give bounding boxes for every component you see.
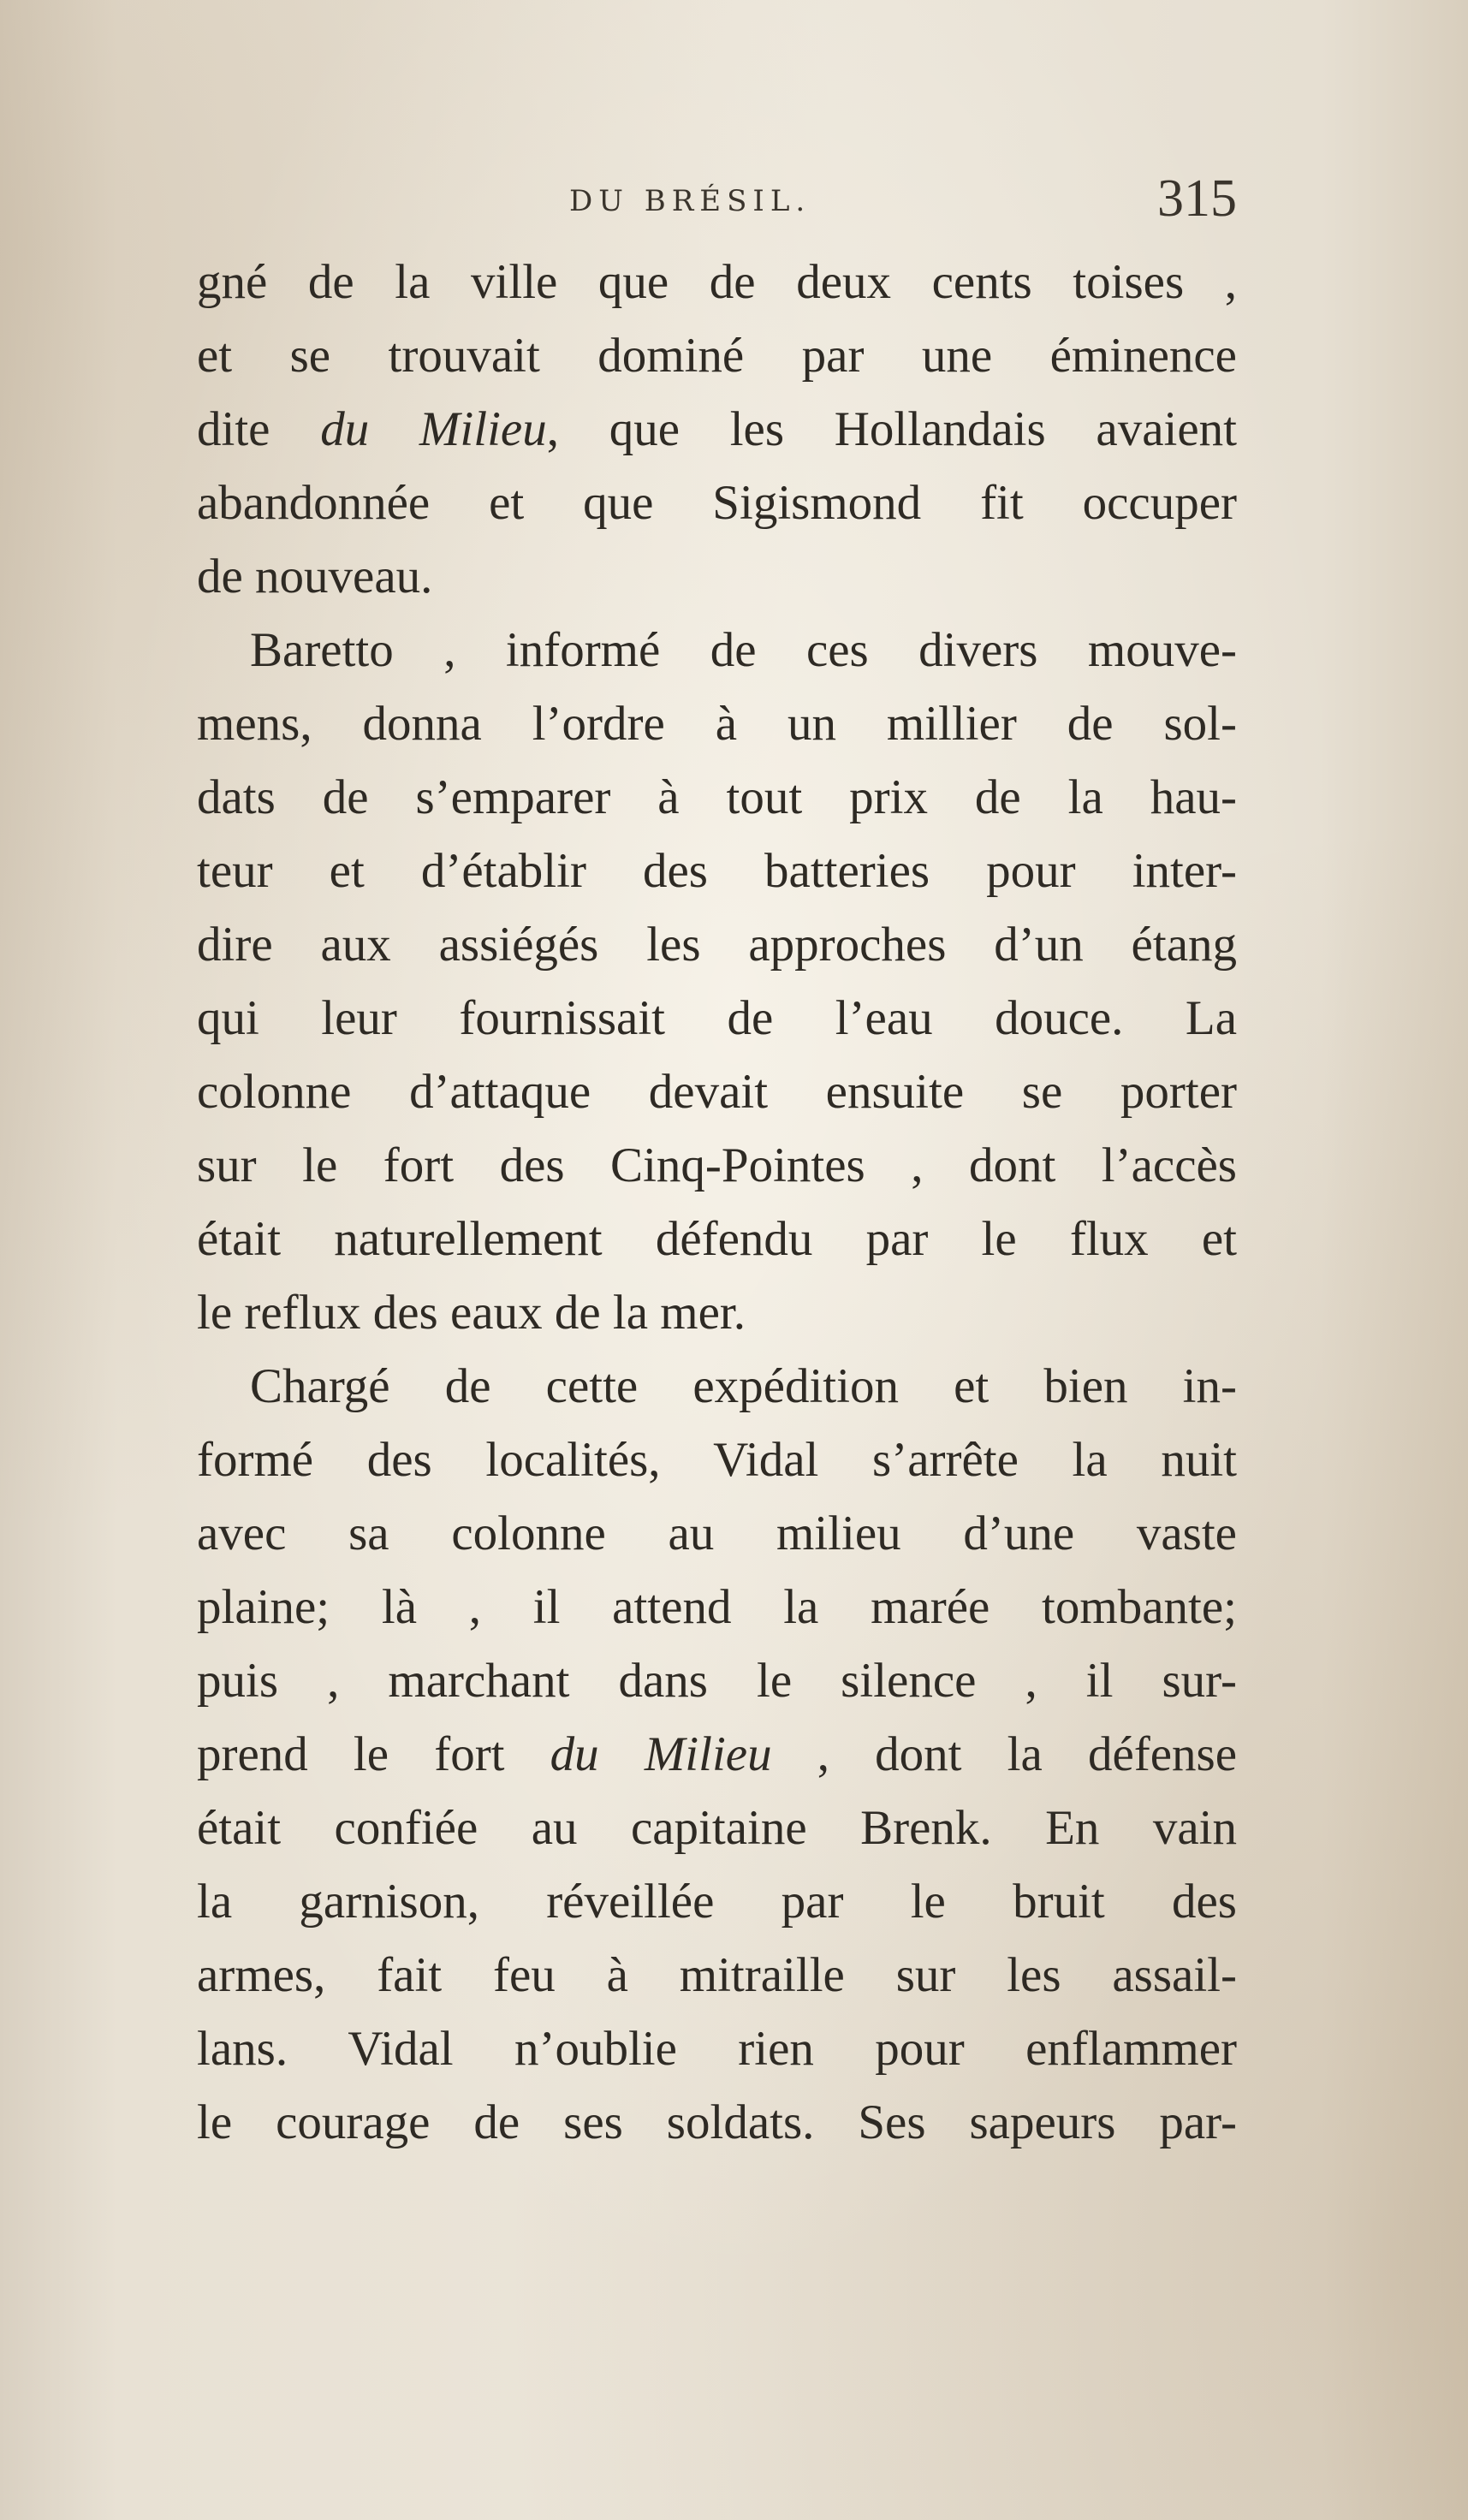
text-line-16: Chargé de cette expédition et bien in- <box>250 1359 1237 1413</box>
text-line-22: était confiée au capitaine Brenk. En vain <box>197 1801 1237 1855</box>
page-header <box>197 169 1237 235</box>
text-line-2: et se trouvait dominé par une éminence <box>197 329 1237 383</box>
text-line-4: abandonnée et que Sigismond fit occuper <box>197 476 1237 530</box>
text-line-21: prend le fort du Milieu , dont la défense <box>197 1727 1237 1781</box>
text-line-14: était naturellement défendu par le flux et <box>197 1212 1237 1266</box>
text-line-20: puis , marchant dans le silence , il sur- <box>197 1654 1237 1708</box>
text-line-26: le courage de ses soldats. Ses sapeurs par- <box>197 2095 1237 2149</box>
text-line-15: le reflux des eaux de la mer. <box>197 1286 746 1340</box>
text-line-3: dite du Milieu, que les Hollandais avaient <box>197 402 1237 456</box>
text-line-10: dire aux assiégés les approches d’un étang <box>197 918 1237 972</box>
running-head: DU BRÉSIL. <box>569 184 811 218</box>
text-line-5: de nouveau. <box>197 550 433 603</box>
text-line-1: gné de la ville que de deux cents toises , <box>197 255 1237 309</box>
text-line-12: colonne d’attaque devait ensuite se porter <box>197 1065 1237 1119</box>
text-line-7: mens, donna l’ordre à un millier de sol- <box>197 697 1237 751</box>
body-text <box>197 246 1237 2160</box>
text-line-11: qui leur fournissait de l’eau douce. La <box>197 991 1237 1045</box>
text-line-6: Baretto , informé de ces divers mouve- <box>250 623 1237 677</box>
text-line-24: armes, fait feu à mitraille sur les assail- <box>197 1948 1237 2002</box>
italic-place-name: du Milieu <box>550 1727 772 1781</box>
text-line-23: la garnison, réveillée par le bruit des <box>197 1875 1237 1929</box>
page-number: 315 <box>1157 169 1237 228</box>
text-line-19: plaine; là , il attend la marée tombante; <box>197 1580 1237 1634</box>
text-line-18: avec sa colonne au milieu d’une vaste <box>197 1507 1237 1560</box>
italic-place-name: du Milieu <box>320 402 547 456</box>
text-line-9: teur et d’établir des batteries pour inter- <box>197 844 1237 898</box>
text-line-8: dats de s’emparer à tout prix de la hau- <box>197 770 1237 824</box>
text-line-13: sur le fort des Cinq-Pointes , dont l’accès <box>197 1138 1237 1192</box>
text-line-17: formé des localités, Vidal s’arrête la nuit <box>197 1433 1237 1487</box>
text-line-25: lans. Vidal n’oublie rien pour enflammer <box>197 2022 1237 2076</box>
